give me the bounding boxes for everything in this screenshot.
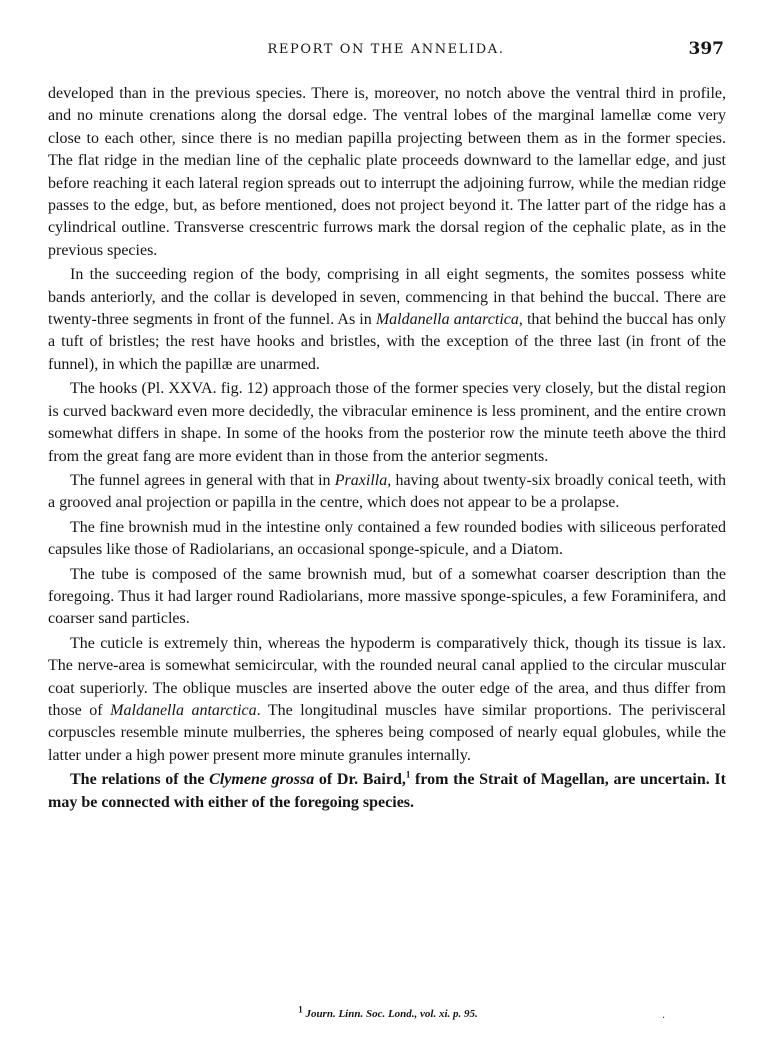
paragraph xyxy=(48,470,726,515)
text-run: The hooks (Pl. XXVA. fig. 12) approach those of the former species very closely, but the distal region is curved backward even more decidedly, the vibracular eminence is less prominent, and the entire crown somewhat differs in shape. In some of the hooks from the posterior row the minute teeth above the third from the great fang are more evident than in those from the anterior segments. xyxy=(48,380,726,465)
italic-term: Praxilla xyxy=(334,471,388,489)
text-run: The relations of the xyxy=(70,771,210,789)
italic-term: Maldanella antarctica xyxy=(110,701,257,719)
footnote-marker: 1 xyxy=(298,1004,303,1015)
text-run: , having about twenty-six broadly conical teeth, with a grooved anal projection or papilla in the centre, which does not appear to be a prolapse. xyxy=(48,471,727,512)
italic-term: Clymene grossa xyxy=(209,771,315,789)
running-title: REPORT ON THE ANNELIDA. xyxy=(267,42,505,57)
paragraph xyxy=(48,264,726,376)
footnote-ref: 1 xyxy=(405,769,411,780)
footnote-text: Journ. Linn. Soc. Lond., vol. xi. p. 95. xyxy=(305,1008,478,1020)
paragraph xyxy=(48,769,726,814)
body-text xyxy=(48,83,726,816)
text-run: from the Strait of Magellan, are uncertain. It may be connected with either of the foregoing species. xyxy=(48,771,726,811)
paragraph xyxy=(48,633,726,767)
text-run: The cuticle is extremely thin, whereas the hypoderm is comparatively thick, though its tissue is lax. The nerve-area is somewhat semicircular, with the rounded neural canal applied to the circular muscular coat superiorly. The oblique muscles are inserted above the outer edge of the area, and thus differ from those of xyxy=(48,634,726,719)
text-run: of Dr. Baird, xyxy=(314,771,406,789)
stray-mark: . xyxy=(662,1010,666,1021)
text-run: , that behind the buccal has only a tuft of bristles; the rest have hooks and bristles, with the exception of the three last (in front of the funnel), in which the papillæ are unarmed. xyxy=(48,311,727,373)
footnote xyxy=(0,1004,776,1020)
text-run: developed than in the previous species. There is, moreover, no notch above the ventral third in profile, and no minute crenations along the dorsal edge. The ventral lobes of the marginal lamellæ come very close to each other, since there is no median papilla projecting between them as in the former species. The flat ridge in the median line of the cephalic plate proceeds downward to the lamellar edge, and just before reaching it each lateral region spreads out to interrupt the adjoining furrow, while the median ridge passes to the edge, but, as before mentioned, does not project beyond it. The latter part of the ridge has a cylindrical outline. Transverse crescentric furrows mark the dorsal region of the cephalic plate, as in the previous species. xyxy=(48,85,726,259)
text-run: . The longitudinal muscles have similar proportions. The perivisceral corpuscles resemble minute mulberries, the spheres being composed of nearly equal globules, while the latter under a high power present more minute granules internally. xyxy=(48,701,727,764)
paragraph xyxy=(48,83,726,262)
text-run: The fine brownish mud in the intestine only contained a few rounded bodies with siliceous perforated capsules like those of Radiolarians, an occasional sponge-spicule, and a Diatom. xyxy=(48,518,726,559)
text-run: The funnel agrees in general with that in xyxy=(70,471,335,489)
running-head xyxy=(48,39,724,64)
text-run: In the succeeding region of the body, comprising in all eight segments, the somites possess white bands anteriorly, and the collar is developed in seven, commencing in that behind the buccal. There are twenty-three segments in front of the funnel. As in xyxy=(48,266,726,329)
text-run: The tube is composed of the same brownish mud, but of a somewhat coarser description than the foregoing. Thus it had larger round Radiolarians, more massive sponge-spicules, a few Foraminifera, and coarser sand particles. xyxy=(48,565,726,628)
page-number: 397 xyxy=(688,39,724,59)
paragraph xyxy=(48,564,726,631)
italic-term: Maldanella antarctica xyxy=(375,311,519,329)
paragraph xyxy=(48,517,726,562)
paragraph xyxy=(48,378,726,468)
